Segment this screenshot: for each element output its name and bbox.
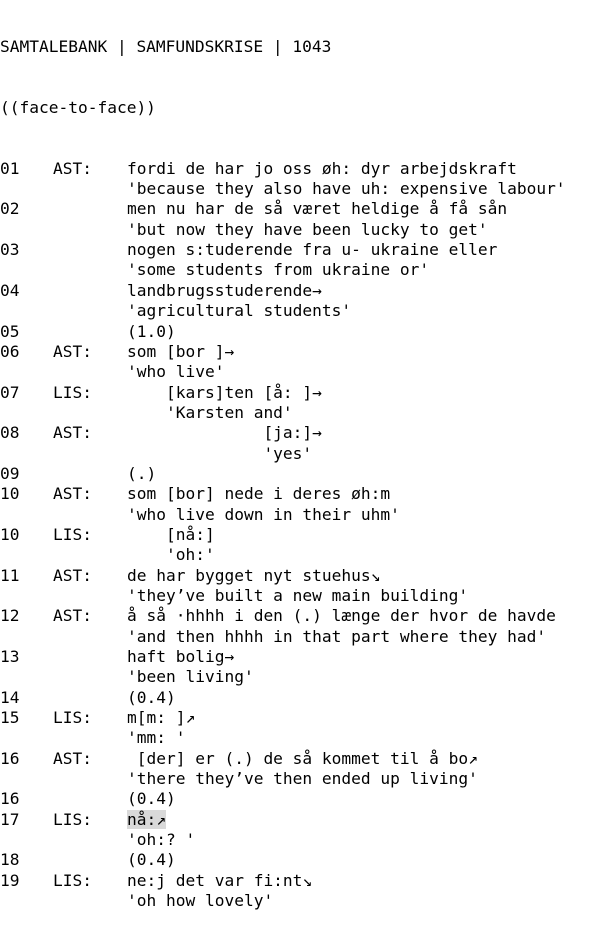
utterance-text: 'oh:' <box>127 545 215 565</box>
utterance-text: haft bolig→ <box>127 647 235 666</box>
utterance-text: 'and then hhhh in that part where they had' <box>127 626 547 646</box>
line-number: 04 <box>0 280 20 300</box>
speaker-label: LIS: <box>53 382 92 402</box>
utterance-text: men nu har de så været heldige å få sån <box>127 199 508 219</box>
line-number: 18 <box>0 850 20 870</box>
line-number: 02 <box>0 199 20 219</box>
translation-line <box>0 769 566 789</box>
transcript-line <box>0 240 566 260</box>
transcript-title: SAMTALEBANK | SAMFUNDSKRISE | 1043 <box>0 36 332 56</box>
translation-line <box>0 667 566 687</box>
line-number: 06 <box>0 341 20 361</box>
transcript-line <box>0 789 566 809</box>
transcript-line <box>0 322 566 342</box>
line-number: 10 <box>0 484 20 504</box>
transcript-line <box>0 871 566 891</box>
utterance-text: nogen s:tuderende fra u- ukraine eller <box>127 240 498 260</box>
utterance-text: 'Karsten and' <box>127 402 293 422</box>
utterance-text: [kars]ten [å: ]→ <box>127 382 322 402</box>
line-number: 14 <box>0 687 20 707</box>
speaker-label: LIS: <box>53 524 92 544</box>
utterance-text: 'been living' <box>127 667 254 687</box>
translation-line <box>0 545 566 565</box>
utterance-text: 'mm: ' <box>127 728 186 748</box>
speaker-label: AST: <box>53 606 92 626</box>
utterance-text: 'they’ve built a new main building' <box>127 585 469 605</box>
utterance-text: 'but now they have been lucky to get' <box>127 219 488 239</box>
transcript-line <box>0 850 566 870</box>
line-number: 19 <box>0 870 20 890</box>
speaker-label: LIS: <box>53 708 92 728</box>
transcript-line <box>0 199 566 219</box>
speaker-label: AST: <box>53 341 92 361</box>
transcript-line <box>0 647 566 667</box>
utterance-text: fordi de har jo oss øh: dyr arbejdskraft <box>127 158 517 178</box>
line-number: 07 <box>0 382 20 402</box>
transcript-line <box>0 342 566 362</box>
line-number: 12 <box>0 606 20 626</box>
translation-line <box>0 444 566 464</box>
speaker-label: AST: <box>53 565 92 585</box>
utterance-text: 'who live' <box>127 362 225 382</box>
utterance-text: ne:j det var fi:nt↘ <box>127 870 313 890</box>
utterance-text: de har bygget nyt stuehus↘ <box>127 565 381 585</box>
translation-line <box>0 362 566 382</box>
transcript-lines <box>0 159 566 912</box>
highlighted-utterance: nå:↗ <box>127 809 166 829</box>
utterance-text: å så ·hhhh i den (.) længe der hvor de havde <box>127 606 556 626</box>
translation-line <box>0 830 566 850</box>
transcript-line <box>0 159 566 179</box>
transcript-line <box>0 464 566 484</box>
utterance-text: (0.4) <box>127 850 176 870</box>
line-number: 09 <box>0 463 20 483</box>
line-number: 01 <box>0 158 20 178</box>
utterance-text: som [bor ]→ <box>127 341 235 361</box>
utterance-text: [der] er (.) de så kommet til å bo↗ <box>127 748 478 768</box>
transcript-line <box>0 566 566 586</box>
line-number: 05 <box>0 321 20 341</box>
line-number: 03 <box>0 240 20 260</box>
utterance-text: [nå:] <box>127 524 215 544</box>
transcript-line <box>0 484 566 504</box>
transcript-line <box>0 810 566 830</box>
line-number: 11 <box>0 565 20 585</box>
utterance-text: 'oh:? ' <box>127 830 196 850</box>
utterance-text: 'yes' <box>127 443 313 463</box>
transcript-line <box>0 606 566 626</box>
transcript-line <box>0 525 566 545</box>
translation-line <box>0 505 566 525</box>
translation-line <box>0 586 566 606</box>
transcript-line <box>0 423 566 443</box>
translation-line <box>0 891 566 911</box>
line-number: 15 <box>0 708 20 728</box>
utterance-text: 'who live down in their uhm' <box>127 504 400 524</box>
line-number: 13 <box>0 647 20 666</box>
utterance-text: [ja:]→ <box>127 423 322 443</box>
transcript-line <box>0 749 566 769</box>
line-number: 10 <box>0 524 20 544</box>
transcript-line <box>0 281 566 301</box>
translation-line <box>0 220 566 240</box>
utterance-text: (0.4) <box>127 687 176 707</box>
translation-line <box>0 260 566 280</box>
utterance-text: som [bor] nede i deres øh:m <box>127 484 391 504</box>
utterance-text: 'because they also have uh: expensive labour' <box>127 179 566 199</box>
transcript-context: ((face-to-face)) <box>0 97 156 117</box>
utterance-text: (1.0) <box>127 321 176 341</box>
speaker-label: AST: <box>53 484 92 504</box>
utterance-text: 'agricultural students' <box>127 301 352 321</box>
utterance-text: (0.4) <box>127 789 176 809</box>
line-number: 16 <box>0 789 20 809</box>
speaker-label: LIS: <box>53 870 92 890</box>
translation-line <box>0 301 566 321</box>
speaker-label: AST: <box>53 158 92 178</box>
utterance-text: (.) <box>127 463 157 483</box>
utterance-text: landbrugsstuderende→ <box>127 280 322 300</box>
speaker-label: AST: <box>53 423 92 443</box>
speaker-label: LIS: <box>53 809 92 829</box>
translation-line <box>0 728 566 748</box>
utterance-text: 'oh how lovely' <box>127 891 274 911</box>
utterance-text: 'there they’ve then ended up living' <box>127 769 478 789</box>
line-number: 08 <box>0 423 20 443</box>
speaker-label: AST: <box>53 748 92 768</box>
line-number: 17 <box>0 809 20 829</box>
transcript-line <box>0 383 566 403</box>
transcript-line <box>0 688 566 708</box>
translation-line <box>0 627 566 647</box>
utterance-text: m[m: ]↗ <box>127 708 196 728</box>
translation-line <box>0 179 566 199</box>
utterance-text: 'some students from ukraine or' <box>127 260 430 280</box>
transcript-line <box>0 708 566 728</box>
translation-line <box>0 403 566 423</box>
line-number: 16 <box>0 748 20 768</box>
